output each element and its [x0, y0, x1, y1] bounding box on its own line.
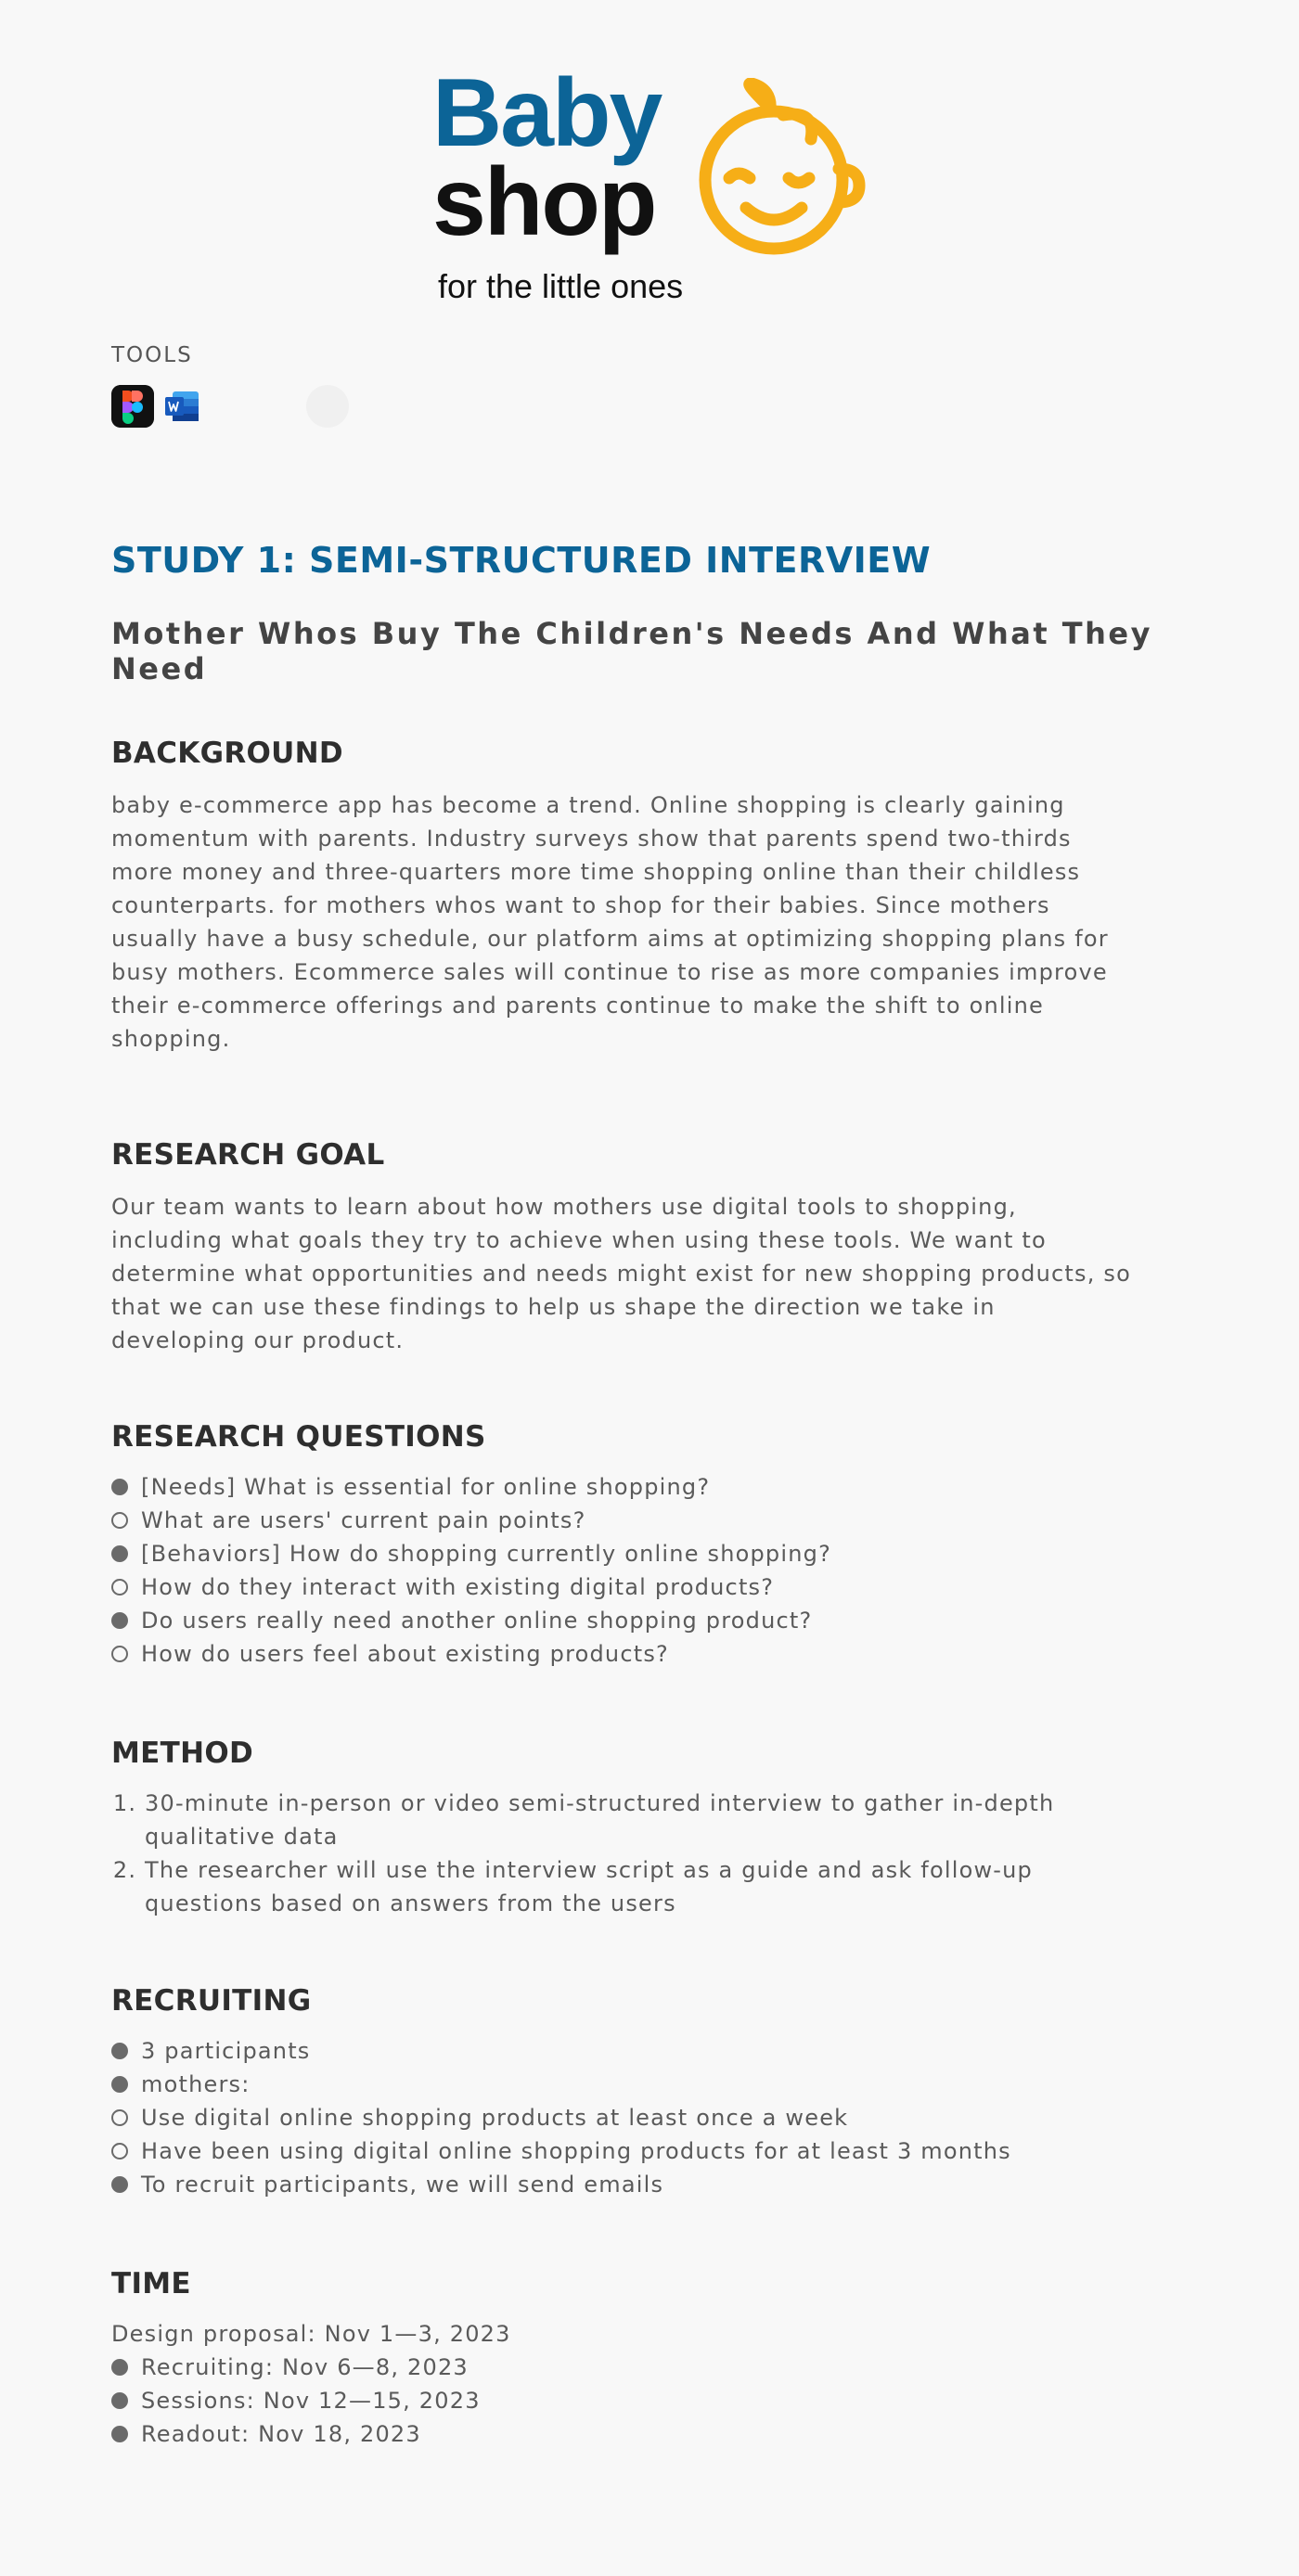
study-subtitle: Mother Whos Buy The Children's Needs And What They Need	[111, 616, 1152, 686]
list-item: To recruit participants, we will send emails	[111, 2168, 1188, 2201]
list-item: 2. The researcher will use the interview script as a guide and ask follow-up questions based on answers from the users	[145, 1853, 1128, 1920]
tools-label: TOOLS	[111, 343, 193, 367]
filled-bullet-icon	[111, 2043, 128, 2059]
section-time	[111, 2265, 1188, 2451]
list-item: What are users' current pain points?	[111, 1504, 1188, 1537]
hollow-bullet-icon	[111, 2143, 128, 2159]
section-text: Our team wants to learn about how mothers use digital tools to shopping, including what goals they try to achieve when using these tools. We want to determine what opportunities and needs might exist for new shopping products, so that we can use these findings to help us shape the direction we take in developing our product.	[111, 1194, 1131, 1353]
list-item: Readout: Nov 18, 2023	[111, 2417, 1188, 2451]
list-item: Recruiting: Nov 6—8, 2023	[111, 2351, 1188, 2384]
section-research-goal	[111, 1136, 1188, 1357]
list-item: mothers:	[111, 2068, 1188, 2101]
section-heading: RECRUITING	[111, 1984, 312, 2018]
hollow-bullet-icon	[111, 1646, 128, 1662]
logo-word-shop: shop	[432, 148, 656, 256]
filled-bullet-icon	[111, 2426, 128, 2442]
filled-bullet-icon	[111, 2359, 128, 2376]
list-item: Use digital online shopping products at least once a week	[111, 2101, 1188, 2134]
list-item: How do users feel about existing products?	[111, 1637, 1188, 1671]
questions-list	[111, 1470, 1188, 1671]
figma-icon	[111, 385, 154, 428]
time-list	[111, 2351, 1188, 2451]
baby-face-icon	[681, 78, 867, 263]
section-heading: BACKGROUND	[111, 737, 343, 770]
logo-word-baby: Baby	[432, 59, 662, 167]
filled-bullet-icon	[111, 1612, 128, 1629]
section-recruiting	[111, 1982, 1188, 2201]
section-method	[111, 1735, 1188, 1920]
list-item: [Needs] What is essential for online shopping?	[111, 1470, 1188, 1504]
filled-bullet-icon	[111, 1545, 128, 1562]
section-research-questions	[111, 1418, 1188, 1671]
filled-bullet-icon	[111, 2076, 128, 2093]
placeholder-circle	[306, 385, 349, 428]
list-item: How do they interact with existing digital products?	[111, 1570, 1188, 1604]
list-item: Sessions: Nov 12—15, 2023	[111, 2384, 1188, 2417]
filled-bullet-icon	[111, 1479, 128, 1495]
study-title: STUDY 1: SEMI-STRUCTURED INTERVIEW	[111, 540, 932, 581]
logo-tagline: for the little ones	[438, 267, 684, 305]
hollow-bullet-icon	[111, 1579, 128, 1596]
section-text: baby e-commerce app has become a trend. Online shopping is clearly gaining momentum with parents. Industry surveys show that parents spend two-thirds more money and three-quarters more time shopping online than their childless counterparts. for mothers whos want to shop for their babies. Since mothers usually have a busy schedule, our platform aims at optimizing shopping plans for busy mothers. Ecommerce sales will continue to rise as more companies improve their e-commerce offerings and parents continue to make the shift to online shopping.	[111, 792, 1109, 1052]
section-heading: RESEARCH GOAL	[111, 1138, 385, 1172]
design-proposal-date: Design proposal: Nov 1—3, 2023	[111, 2321, 511, 2347]
word-icon	[163, 388, 200, 425]
section-heading: TIME	[111, 2267, 191, 2300]
list-item: Do users really need another online shopping product?	[111, 1604, 1188, 1637]
section-background	[111, 735, 1188, 1056]
filled-bullet-icon	[111, 2392, 128, 2409]
hollow-bullet-icon	[111, 1512, 128, 1529]
section-heading: METHOD	[111, 1737, 254, 1770]
list-item: Have been using digital online shopping products for at least 3 months	[111, 2134, 1188, 2168]
list-item: [Behaviors] How do shopping currently online shopping?	[111, 1537, 1188, 1570]
recruiting-list	[111, 2034, 1188, 2201]
method-list	[111, 1787, 1188, 1920]
filled-bullet-icon	[111, 2176, 128, 2193]
list-item: 1. 30-minute in-person or video semi-structured interview to gather in-depth qualitative data	[145, 1787, 1128, 1853]
section-heading: RESEARCH QUESTIONS	[111, 1420, 486, 1454]
hollow-bullet-icon	[111, 2109, 128, 2126]
list-item: 3 participants	[111, 2034, 1188, 2068]
brand-logo	[432, 59, 878, 315]
